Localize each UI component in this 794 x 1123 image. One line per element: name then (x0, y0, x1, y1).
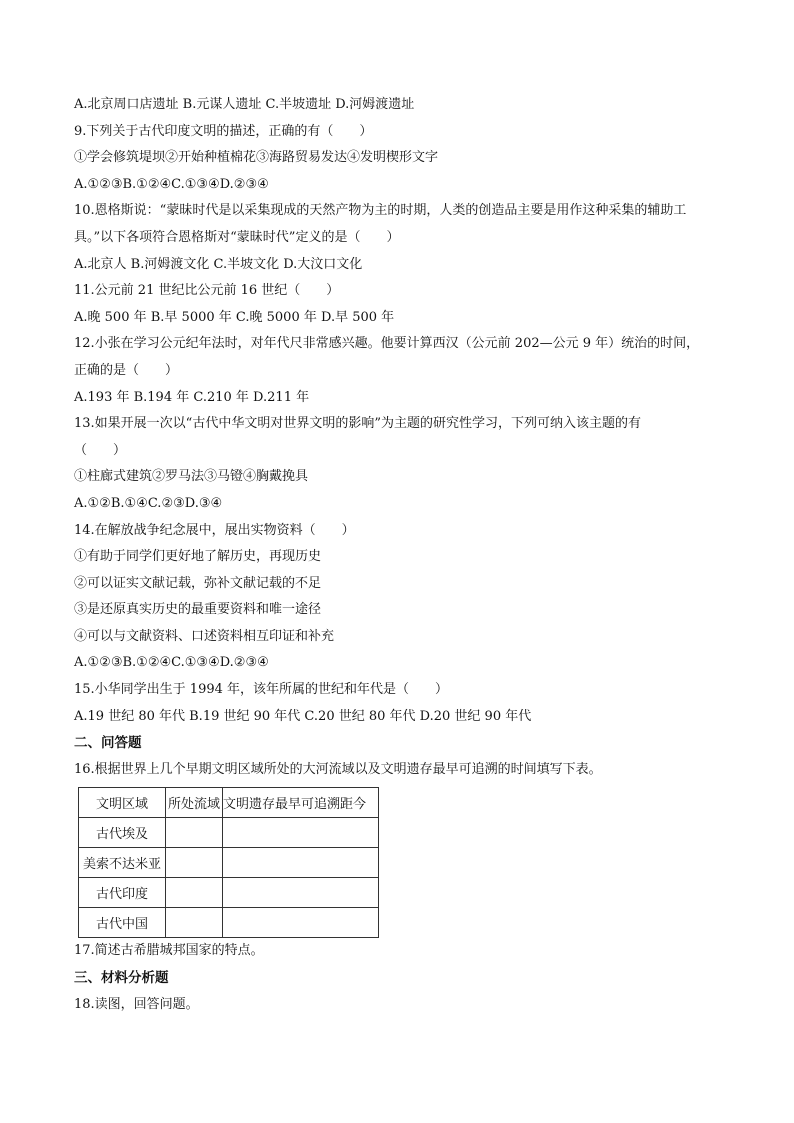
question-17: 17.简述古希腊城邦国家的特点。 (74, 943, 264, 959)
text-line: ①学会修筑堤坝②开始种植棉花③海路贸易发达④发明楔形文字 (74, 150, 439, 166)
table-cell: 古代中国 (79, 908, 166, 938)
question-block (74, 92, 734, 730)
civilization-table (78, 787, 379, 938)
text-line: ①柱廊式建筑②罗马法③马镫④胸戴挽具 (74, 469, 309, 485)
answer-cell[interactable] (166, 848, 223, 878)
question-15: 15.小华同学出生于 1994 年，该年所属的世纪和年代是（ ） (74, 682, 449, 698)
question-14: 14.在解放战争纪念展中，展出实物资料（ ） (74, 522, 355, 538)
question-12: 12.小张在学习公元纪年法时，对年代尺非常感兴趣。他要计算西汉（公元前 202—公元 9 年）统治的时间， (74, 336, 700, 352)
table-header-row (79, 788, 379, 818)
text-line: ③是还原真实历史的最重要资料和唯一途径 (74, 602, 322, 618)
text-line: ①有助于同学们更好地了解历史，再现历史 (74, 549, 322, 565)
answer-cell[interactable] (166, 878, 223, 908)
answer-options: A.193 年 B.194 年 C.210 年 D.211 年 (74, 389, 310, 405)
answer-cell[interactable] (166, 908, 223, 938)
answer-options: A.①②③B.①②④C.①③④D.②③④ (74, 176, 269, 192)
table-row (79, 908, 379, 938)
answer-cell[interactable] (223, 848, 379, 878)
text-line: A.北京周口店遗址 B.元谋人遗址 C.半坡遗址 D.河姆渡遗址 (74, 97, 415, 112)
table-header-cell: 文明遗存最早可追溯距今 (223, 788, 379, 818)
answer-options: A.19 世纪 80 年代 B.19 世纪 90 年代 C.20 世纪 80 年代 D.20 世纪 90 年代 (74, 708, 532, 724)
text-line: 正确的是（ ） (74, 362, 179, 378)
question-16: 16.根据世界上几个早期文明区域所处的大河流域以及文明遗存最早可追溯的时间填写下表。 (74, 761, 602, 777)
table-cell: 古代印度 (79, 878, 166, 908)
answer-cell[interactable] (223, 878, 379, 908)
answer-cell[interactable] (223, 818, 379, 848)
answer-cell[interactable] (223, 908, 379, 938)
answer-options: A.北京人 B.河姆渡文化 C.半坡文化 D.大汶口文化 (74, 256, 363, 272)
answer-options: A.晚 500 年 B.早 5000 年 C.晚 5000 年 D.早 500 年 (74, 309, 395, 325)
text-line: 具。”以下各项符合恩格斯对“蒙昧时代”定义的是（ ） (74, 229, 400, 245)
question-11: 11.公元前 21 世纪比公元前 16 世纪（ ） (74, 283, 340, 299)
table-header-cell: 所处流域 (166, 788, 223, 818)
question-18: 18.读图，回答问题。 (74, 996, 199, 1012)
table-cell: 古代埃及 (79, 818, 166, 848)
question-10: 10.恩格斯说：“蒙昧时代是以采集现成的天然产物为主的时期，人类的创造品主要是用作这种采集的辅助工 (74, 203, 687, 219)
table-row (79, 878, 379, 908)
section-heading: 三、材料分析题 (74, 970, 169, 987)
table-header-cell: 文明区域 (79, 788, 166, 818)
answer-options: A.①②③B.①②④C.①③④D.②③④ (74, 655, 269, 671)
table-row (79, 848, 379, 878)
section-heading: 二、问答题 (74, 735, 142, 752)
table-row (79, 818, 379, 848)
question-13: 13.如果开展一次以“古代中华文明对世界文明的影响”为主题的研究性学习，下列可纳入该主题的有 (74, 416, 641, 432)
question-9: 9.下列关于古代印度文明的描述，正确的有（ ） (74, 123, 373, 139)
text-line: ②可以证实文献记载，弥补文献记载的不足 (74, 575, 322, 591)
answer-cell[interactable] (166, 818, 223, 848)
answer-options: A.①②B.①④C.②③D.③④ (74, 495, 223, 511)
text-line: （ ） (74, 442, 127, 458)
table-cell: 美索不达米亚 (79, 848, 166, 878)
text-line: ④可以与文献资料、口述资料相互印证和补充 (74, 628, 335, 644)
exam-page (74, 92, 734, 1018)
